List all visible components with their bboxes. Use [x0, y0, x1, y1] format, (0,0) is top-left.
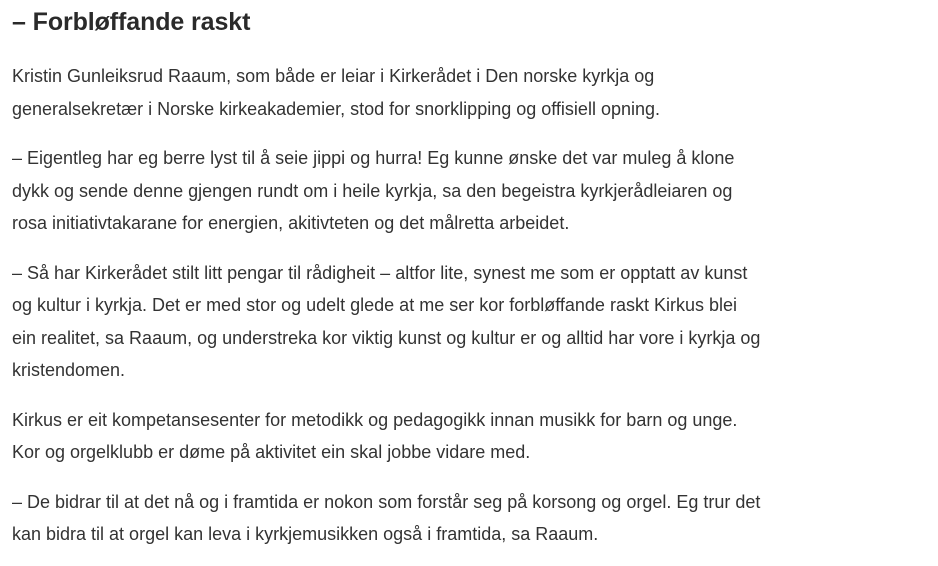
- paragraph-line: og kultur i kyrkja. Det er med stor og udelt glede at me ser kor forbløffande raskt Kirkus blei: [12, 295, 737, 315]
- paragraph-2: [12, 142, 912, 240]
- paragraph-3: [12, 257, 912, 387]
- paragraph-4: [12, 404, 912, 469]
- paragraph-1: [12, 60, 912, 125]
- paragraph-line: generalsekretær i Norske kirkeakademier, stod for snorklipping og offisiell opning.: [12, 98, 660, 119]
- paragraph-line: dykk og sende denne gjengen rundt om i heile kyrkja, sa den begeistra kyrkjerådleiaren og: [12, 180, 733, 201]
- section-heading: – Forbløffande raskt: [12, 8, 251, 36]
- paragraph-line: kan bidra til at orgel kan leva i kyrkjemusikken også i framtida, sa Raaum.: [12, 524, 599, 544]
- paragraph-line: Kristin Gunleiksrud Raaum, som både er leiar i Kirkerådet i Den norske kyrkja og: [12, 66, 655, 86]
- paragraph-line: ein realitet, sa Raaum, og understreka kor viktig kunst og kultur er og alltid har vore i kyrkja og: [12, 327, 761, 348]
- paragraph-line: – De bidrar til at det nå og i framtida er nokon som forstår seg på korsong og orgel. Eg trur det: [12, 491, 761, 512]
- paragraph-line: rosa initiativtakarane for energien, akitivteten og det målretta arbeidet.: [12, 213, 570, 233]
- paragraph-line: – Eigentleg har eg berre lyst til å seie jippi og hurra! Eg kunne ønske det var muleg å klone: [12, 148, 735, 168]
- paragraph-line: Kor og orgelklubb er døme på aktivitet ein skal jobbe vidare med.: [12, 442, 531, 462]
- paragraph-line: – Så har Kirkerådet stilt litt pengar til rådigheit – altfor lite, synest me som er opptatt av kunst: [12, 262, 748, 283]
- article-body: [12, 0, 912, 551]
- paragraph-5: [12, 486, 912, 551]
- paragraph-line: Kirkus er eit kompetansesenter for metodikk og pedagogikk innan musikk for barn og unge.: [12, 409, 738, 430]
- paragraph-line: kristendomen.: [12, 360, 126, 380]
